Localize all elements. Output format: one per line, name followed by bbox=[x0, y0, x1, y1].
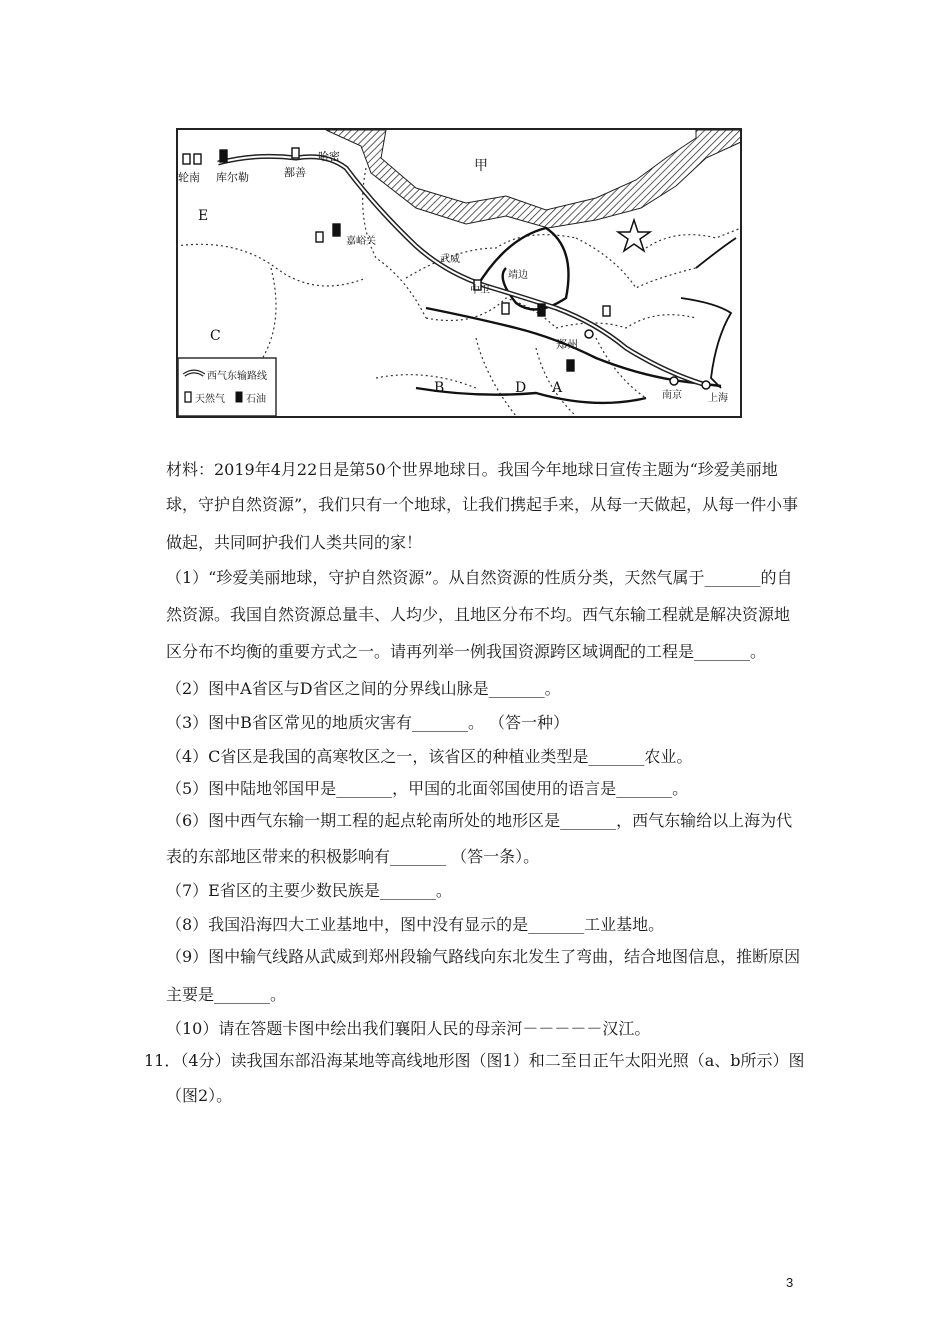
question-10: （10）请在答题卡图中绘出我们襄阳人民的母亲河－－－－－汉江。 bbox=[166, 1019, 651, 1038]
question-3: （3）图中B省区常见的地质灾害有_______。 （答一种） bbox=[166, 713, 570, 732]
question-4: （4）C省区是我国的高寒牧区之一，该省区的种植业类型是_______农业。 bbox=[166, 747, 693, 766]
map-legend bbox=[178, 358, 276, 416]
label-jingbian: 靖边 bbox=[508, 270, 528, 281]
text-line: 做起，共同呵护我们人类共同的家！ bbox=[166, 533, 423, 552]
label-shanghai: 上海 bbox=[708, 393, 728, 404]
label-kuerle: 库尔勒 bbox=[216, 171, 249, 184]
china-pipeline-map bbox=[176, 128, 742, 418]
question-9: （9）图中输气线路从武威到郑州段输气路线向东北发生了弯曲，结合地图信息，推断原因 bbox=[166, 947, 801, 966]
label-e: E bbox=[198, 208, 209, 224]
label-hami: 哈密 bbox=[318, 150, 340, 163]
label-a: A bbox=[552, 380, 563, 396]
question-6: （6）图中西气东输一期工程的起点轮南所处的地形区是_______，西气东输给以上海为代 bbox=[166, 811, 793, 830]
text-line: 区分布不均衡的重要方式之一。请再列举一例我国资源跨区域调配的工程是_______。 bbox=[166, 642, 767, 661]
question-2: （2）图中A省区与D省区之间的分界线山脉是_______。 bbox=[166, 679, 561, 698]
label-nanjing: 南京 bbox=[662, 390, 682, 401]
label-shanshan: 鄯善 bbox=[284, 166, 306, 179]
label-b: B bbox=[434, 380, 445, 396]
legend-gas: 天然气 bbox=[195, 394, 225, 405]
label-wuwei: 武威 bbox=[440, 254, 460, 265]
label-zhongwei: 中卫 bbox=[470, 285, 490, 296]
text-line: 表的东部地区带来的积极影响有_______ （答一条）。 bbox=[166, 847, 540, 866]
label-jiayuguan: 嘉峪关 bbox=[346, 236, 376, 247]
label-jia: 甲 bbox=[474, 158, 488, 174]
map-figure bbox=[176, 128, 742, 418]
text-line: 然资源。我国自然资源总量丰、人均少，且地区分布不均。西气东输工程就是解决资源地 bbox=[166, 605, 791, 624]
label-d: D bbox=[515, 380, 527, 396]
question-11: 11．（4分）读我国东部沿海某地等高线地形图（图1）和二至日正午太阳光照（a、b所示）图 bbox=[144, 1051, 805, 1070]
text-line: 球，守护自然资源”，我们只有一个地球，让我们携起手来，从每一天做起，从每一件小事 bbox=[166, 495, 799, 514]
question-1: （1）“珍爱美丽地球，守护自然资源”。从自然资源的性质分类，天然气属于_______的自 bbox=[166, 568, 793, 587]
label-c: C bbox=[210, 328, 221, 344]
text-line: 主要是_______。 bbox=[166, 985, 287, 1004]
label-zhengzhou: 郑州 bbox=[556, 338, 578, 351]
text-line: （图2）。 bbox=[166, 1086, 233, 1105]
legend-pipeline: 西气东输路线 bbox=[207, 371, 267, 382]
question-8: （8）我国沿海四大工业基地中，图中没有显示的是_______工业基地。 bbox=[166, 915, 665, 934]
page-number: 3 bbox=[786, 1275, 794, 1290]
text-line: 材料：2019年4月22日是第50个世界地球日。我国今年地球日宣传主题为“珍爱美丽地 bbox=[166, 460, 778, 479]
legend-oil: 石油 bbox=[246, 394, 266, 405]
question-5: （5）图中陆地邻国甲是_______，甲国的北面邻国使用的语言是_______。 bbox=[166, 779, 689, 798]
label-lunnan: 轮南 bbox=[178, 171, 200, 184]
question-7: （7）E省区的主要少数民族是_______。 bbox=[166, 881, 452, 900]
